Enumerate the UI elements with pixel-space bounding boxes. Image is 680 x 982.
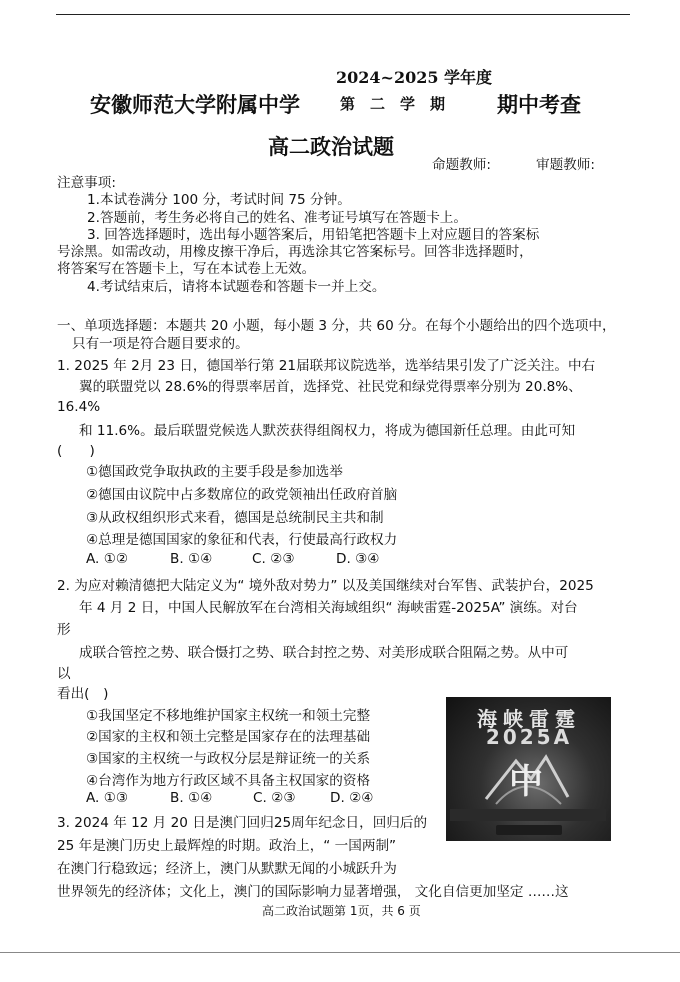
q3-stem: 3. 2024 年 12 月 20 日是澳门回归25周年纪念日，回归后的 — [57, 815, 428, 831]
q1-stem: ( ) — [57, 443, 95, 459]
school-name: 安徽师范大学附属中学 — [90, 93, 300, 117]
emblem-icon — [476, 749, 576, 809]
q1-stem: 和 11.6%。最后联盟党候选人默茨获得组阁权力，将成为德国新任总理。由此可知 — [79, 423, 576, 439]
semester: 第 二 学 期 — [340, 95, 446, 113]
q2-option: ④台湾作为地方行政区域不具备主权国家的资格 — [86, 773, 371, 789]
section-heading: 一、单项选择题：本题共 20 小题，每小题 3 分，共 60 分。在每个小题给出的四个选项中， — [57, 318, 616, 334]
q2-stem: 成联合管控之势、联合慑打之势、联合封控之势、对美形成联合阻隔之势。从中可 — [79, 645, 569, 661]
note-line: 将答案写在答题卡上，写在本试卷上无效。 — [57, 261, 316, 277]
q2-stem: 以 — [57, 666, 71, 682]
academic-year: 2024~2025 学年度 — [336, 68, 493, 87]
notes-heading: 注意事项: — [57, 175, 116, 191]
q1-stem: 16.4% — [57, 399, 101, 415]
q1-option: ④总理是德国国家的象征和代表，行使最高行政权力 — [86, 532, 398, 548]
q3-stem: 世界领先的经济体；文化上，澳门的国际影响力显著增强， 文化自信更加坚定 ……这 — [57, 884, 569, 900]
q1-choice: D. ③④ — [336, 551, 380, 567]
q1-choice: B. ①④ — [170, 551, 213, 567]
poster-year: 2025A — [485, 725, 573, 749]
q3-stem: 在澳门行稳致远；经济上，澳门从默默无闻的小城跃升为 — [57, 861, 397, 877]
q2-stem: 形 — [57, 622, 71, 638]
q2-stem: 看出( ) — [57, 686, 109, 702]
setter-label: 命题教师: — [432, 157, 491, 173]
note-line: 2.答题前，考生务必将自己的姓名、准考证号填写在答题卡上。 — [87, 210, 467, 226]
q3-stem: 25 年是澳门历史上最辉煌的时期。政治上，“ 一国两制” — [57, 838, 397, 854]
q2-choice: C. ②③ — [253, 790, 296, 806]
section-heading-cont: 只有一项是符合题目要求的。 — [72, 336, 249, 352]
q1-stem: 翼的联盟党以 28.6%的得票率居首，选择党、社民党和绿党得票率分别为 20.8%、 — [79, 379, 582, 395]
q2-option: ②国家的主权和领土完整是国家存在的法理基础 — [86, 729, 371, 745]
emblem-char: 中 — [509, 762, 543, 802]
q1-option: ①德国政党争取执政的主要手段是参加选举 — [86, 464, 343, 480]
q2-stem: 年 4 月 2 日，中国人民解放军在台湾相关海域组织“ 海峡雷霆-2025A” 演练。对台 — [79, 600, 578, 616]
q1-choice: C. ②③ — [252, 551, 295, 567]
drill-poster-image — [446, 697, 611, 841]
q1-stem: 1. 2025 年 2月 23 日，德国举行第 21届联邦议院选举，选举结果引发了广泛关注。中右 — [57, 358, 596, 374]
note-line: 3. 回答选择题时，选出每小题答案后，用铅笔把答题卡上对应题目的答案标 — [87, 227, 540, 243]
q2-option: ①我国坚定不移地维护国家主权统一和领土完整 — [86, 708, 371, 724]
poster-logo — [496, 825, 562, 835]
exam-type: 期中考查 — [497, 93, 581, 117]
reviewer-label: 审题教师: — [536, 157, 595, 173]
bottom-rule — [0, 952, 680, 953]
q2-choice: D. ②④ — [330, 790, 374, 806]
q2-option: ③国家的主权统一与政权分层是辩证统一的关系 — [86, 751, 371, 767]
note-line: 号涂黑。如需改动，用橡皮擦干净后，再选涂其它答案标号。回答非选择题时， — [57, 244, 533, 260]
page-footer: 高二政治试题第 1页，共 6 页 — [262, 904, 421, 918]
note-line: 1.本试卷满分 100 分，考试时间 75 分钟。 — [87, 192, 351, 208]
q2-choice: A. ①③ — [86, 790, 129, 806]
q2-stem: 2. 为应对赖清德把大陆定义为“ 境外敌对势力” 以及美国继续对台军售、武装护台，2025 — [57, 578, 594, 594]
q1-choice: A. ①② — [86, 551, 129, 567]
note-line: 4.考试结束后，请将本试题卷和答题卡一并上交。 — [87, 279, 386, 295]
top-rule — [56, 14, 630, 15]
q1-option: ③从政权组织形式来看，德国是总统制民主共和制 — [86, 510, 384, 526]
poster-title: 海峡雷霆 — [477, 707, 581, 731]
page-title: 高二政治试题 — [268, 135, 394, 159]
q2-choice: B. ①④ — [170, 790, 213, 806]
poster-caption-bar — [450, 809, 606, 821]
q1-option: ②德国由议院中占多数席位的政党领袖出任政府首脑 — [86, 487, 398, 503]
